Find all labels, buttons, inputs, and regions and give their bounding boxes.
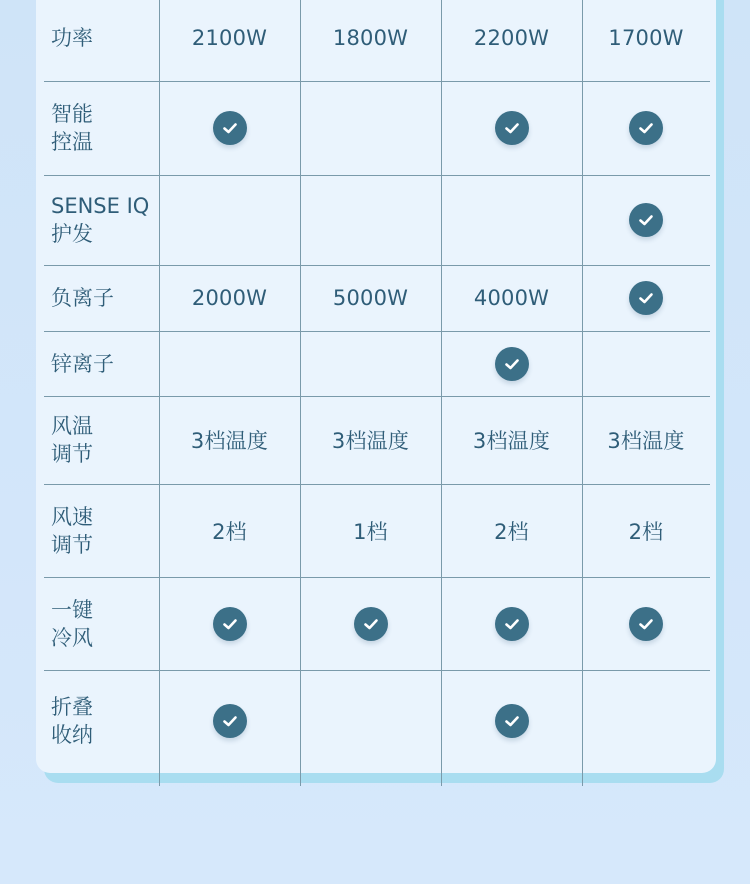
table-cell <box>159 265 300 331</box>
cell-value: 5000W <box>332 286 409 310</box>
row-label-line: 调节 <box>51 532 93 557</box>
row-label-line: 风速 <box>51 504 93 529</box>
checkmark-circle-icon <box>213 111 247 145</box>
row-label <box>51 396 156 484</box>
row-label-line: 收纳 <box>51 723 93 747</box>
row-label <box>51 331 156 396</box>
table-cell <box>159 175 300 265</box>
table-cell <box>441 265 582 331</box>
table-cell <box>300 0 441 81</box>
row-label <box>51 577 156 670</box>
row-label <box>51 484 156 577</box>
table-cell <box>582 331 710 396</box>
row-label-line: 控温 <box>51 130 93 154</box>
checkmark-circle-icon <box>495 347 529 381</box>
table-cell <box>159 396 300 484</box>
table-cell <box>441 81 582 175</box>
table-cell <box>582 81 710 175</box>
cell-value: 1档 <box>353 519 388 544</box>
cell-value: 3档温度 <box>472 429 551 453</box>
checkmark-circle-icon <box>213 607 247 641</box>
cell-value: 3档温度 <box>607 429 685 453</box>
table-cell <box>582 265 710 331</box>
table-cell <box>159 331 300 396</box>
row-label <box>51 265 156 331</box>
row-label-line: 冷风 <box>51 625 93 650</box>
row-label-line: SENSE IQ <box>51 194 150 218</box>
checkmark-circle-icon <box>495 607 529 641</box>
cell-value: 2档 <box>628 519 664 544</box>
cell-value: 3档温度 <box>331 429 410 453</box>
row-label-line: 功率 <box>51 26 93 50</box>
checkmark-circle-icon <box>213 704 247 738</box>
checkmark-circle-icon <box>495 704 529 738</box>
table-cell <box>300 484 441 577</box>
row-label-line: 调节 <box>51 442 93 466</box>
row-label-line: 智能 <box>51 102 93 126</box>
table-cell <box>582 484 710 577</box>
row-label <box>51 175 156 265</box>
table-cell <box>441 331 582 396</box>
table-cell <box>582 0 710 81</box>
table-cell <box>441 0 582 81</box>
row-label <box>51 81 156 175</box>
cell-value: 3档温度 <box>190 429 269 453</box>
checkmark-circle-icon <box>495 111 529 145</box>
checkmark-circle-icon <box>629 203 663 237</box>
checkmark-circle-icon <box>629 111 663 145</box>
row-label-line: 一键 <box>51 597 93 622</box>
checkmark-circle-icon <box>629 607 663 641</box>
table-cell <box>441 396 582 484</box>
table-cell <box>582 670 710 772</box>
table-cell <box>300 577 441 670</box>
table-cell <box>441 670 582 772</box>
table-cell <box>582 577 710 670</box>
table-cell <box>582 396 710 484</box>
cell-value: 1800W <box>332 26 409 50</box>
table-cell <box>441 577 582 670</box>
table-cell <box>300 331 441 396</box>
cell-value: 1700W <box>608 26 684 50</box>
cell-value: 2200W <box>473 26 550 50</box>
table-cell <box>300 670 441 772</box>
table-cell <box>159 0 300 81</box>
table-cell <box>300 81 441 175</box>
row-label <box>51 670 156 772</box>
table-cell <box>441 484 582 577</box>
checkmark-circle-icon <box>629 281 663 315</box>
row-label-line: 风温 <box>51 414 93 438</box>
table-cell <box>582 175 710 265</box>
table-cell <box>159 484 300 577</box>
cell-value: 2档 <box>494 519 529 544</box>
table-cell <box>300 175 441 265</box>
cell-value: 2100W <box>191 26 268 50</box>
row-label <box>51 0 156 81</box>
row-label-line: 护发 <box>51 222 93 246</box>
table-cell <box>441 175 582 265</box>
table-cell <box>300 265 441 331</box>
table-cell <box>159 670 300 772</box>
table-cell <box>159 81 300 175</box>
cell-value: 2档 <box>212 519 247 544</box>
cell-value: 2000W <box>191 286 268 310</box>
cell-value: 4000W <box>473 286 550 310</box>
row-label-line: 负离子 <box>51 286 114 310</box>
row-label-line: 折叠 <box>51 695 93 719</box>
row-label-line: 锌离子 <box>51 351 114 376</box>
checkmark-circle-icon <box>354 607 388 641</box>
table-cell <box>300 396 441 484</box>
table-cell <box>159 577 300 670</box>
